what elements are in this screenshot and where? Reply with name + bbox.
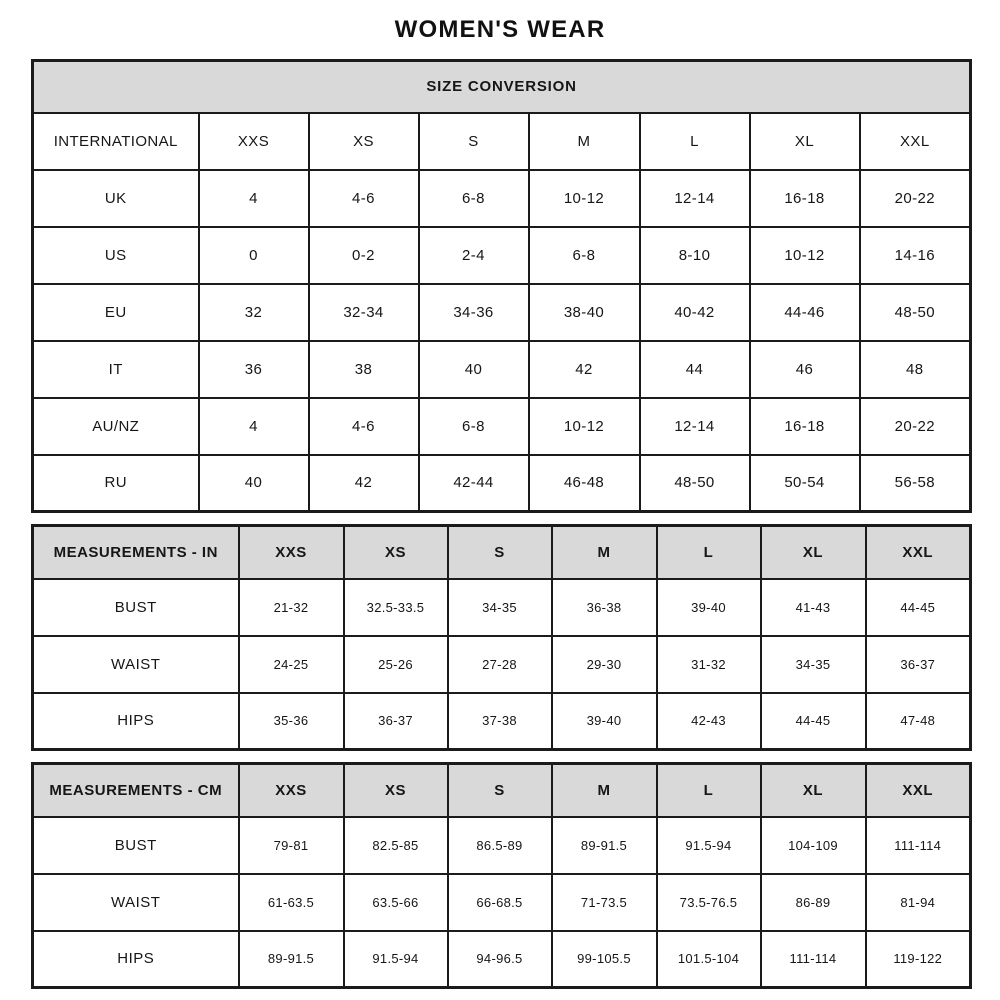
measurement-value-cell: 32.5-33.5 — [344, 579, 448, 636]
measurement-value-cell: 37-38 — [448, 693, 552, 750]
table-title-cell: MEASUREMENTS - IN — [33, 526, 239, 579]
size-value-cell: 48-50 — [640, 455, 750, 512]
table-title-cell: SIZE CONVERSION — [33, 61, 971, 113]
size-value-cell: 8-10 — [640, 227, 750, 284]
size-value-cell: 12-14 — [640, 170, 750, 227]
size-value-cell: 0-2 — [309, 227, 419, 284]
size-value-cell: 32-34 — [309, 284, 419, 341]
measurement-value-cell: 111-114 — [866, 817, 971, 874]
size-conversion-table — [31, 59, 972, 513]
measurement-value-cell: 31-32 — [657, 636, 761, 693]
measurement-value-cell: 44-45 — [866, 579, 971, 636]
size-value-cell: 4 — [199, 398, 309, 455]
size-column-header: XL — [750, 113, 860, 170]
size-column-header: M — [552, 764, 657, 817]
measurement-value-cell: 61-63.5 — [239, 874, 344, 931]
table-row — [33, 170, 971, 227]
size-value-cell: 6-8 — [419, 170, 529, 227]
table-row — [33, 693, 971, 750]
size-value-cell: 46-48 — [529, 455, 640, 512]
row-label: BUST — [33, 817, 239, 874]
row-label: HIPS — [33, 931, 239, 988]
size-value-cell: 36 — [199, 341, 309, 398]
measurement-value-cell: 73.5-76.5 — [657, 874, 761, 931]
size-column-header: XXS — [239, 526, 344, 579]
size-value-cell: 32 — [199, 284, 309, 341]
measurement-value-cell: 101.5-104 — [657, 931, 761, 988]
size-value-cell: 48-50 — [860, 284, 971, 341]
measurement-value-cell: 27-28 — [448, 636, 552, 693]
size-column-header: XXS — [239, 764, 344, 817]
row-label: UK — [33, 170, 199, 227]
measurement-value-cell: 34-35 — [761, 636, 866, 693]
row-label: IT — [33, 341, 199, 398]
measurement-value-cell: 79-81 — [239, 817, 344, 874]
size-value-cell: 40 — [199, 455, 309, 512]
size-column-header: S — [419, 113, 529, 170]
measurement-value-cell: 39-40 — [552, 693, 657, 750]
size-value-cell: 0 — [199, 227, 309, 284]
size-value-cell: 16-18 — [750, 170, 860, 227]
table-row — [33, 874, 971, 931]
size-value-cell: 40-42 — [640, 284, 750, 341]
size-value-cell: 6-8 — [419, 398, 529, 455]
measurement-value-cell: 119-122 — [866, 931, 971, 988]
size-column-header: XS — [344, 526, 448, 579]
size-value-cell: 4-6 — [309, 170, 419, 227]
row-label: EU — [33, 284, 199, 341]
size-value-cell: 34-36 — [419, 284, 529, 341]
size-column-header: M — [529, 113, 640, 170]
size-value-cell: 6-8 — [529, 227, 640, 284]
table-row — [33, 931, 971, 988]
measurement-value-cell: 66-68.5 — [448, 874, 552, 931]
size-value-cell: 12-14 — [640, 398, 750, 455]
measurement-value-cell: 71-73.5 — [552, 874, 657, 931]
size-column-header: XXS — [199, 113, 309, 170]
size-value-cell: 2-4 — [419, 227, 529, 284]
measurement-value-cell: 104-109 — [761, 817, 866, 874]
size-column-header: S — [448, 764, 552, 817]
table-row — [33, 227, 971, 284]
size-value-cell: 4 — [199, 170, 309, 227]
measurement-value-cell: 21-32 — [239, 579, 344, 636]
measurement-value-cell: 44-45 — [761, 693, 866, 750]
measurement-value-cell: 99-105.5 — [552, 931, 657, 988]
size-value-cell: 44 — [640, 341, 750, 398]
measurements-in-table — [31, 524, 972, 751]
row-label: RU — [33, 455, 199, 512]
row-label: BUST — [33, 579, 239, 636]
measurement-value-cell: 36-37 — [344, 693, 448, 750]
measurement-value-cell: 111-114 — [761, 931, 866, 988]
measurement-value-cell: 36-38 — [552, 579, 657, 636]
measurement-value-cell: 39-40 — [657, 579, 761, 636]
size-column-header: XXL — [860, 113, 971, 170]
row-label: US — [33, 227, 199, 284]
measurement-value-cell: 94-96.5 — [448, 931, 552, 988]
size-value-cell: 56-58 — [860, 455, 971, 512]
size-column-header: S — [448, 526, 552, 579]
size-column-header: XL — [761, 764, 866, 817]
measurement-value-cell: 42-43 — [657, 693, 761, 750]
corner-header-international: INTERNATIONAL — [33, 113, 199, 170]
measurement-value-cell: 36-37 — [866, 636, 971, 693]
size-value-cell: 40 — [419, 341, 529, 398]
size-value-cell: 10-12 — [529, 170, 640, 227]
measurement-value-cell: 82.5-85 — [344, 817, 448, 874]
size-column-header: M — [552, 526, 657, 579]
size-value-cell: 44-46 — [750, 284, 860, 341]
table-row — [33, 579, 971, 636]
size-value-cell: 38-40 — [529, 284, 640, 341]
size-value-cell: 14-16 — [860, 227, 971, 284]
measurement-value-cell: 24-25 — [239, 636, 344, 693]
measurement-value-cell: 25-26 — [344, 636, 448, 693]
row-label: AU/NZ — [33, 398, 199, 455]
row-label: WAIST — [33, 636, 239, 693]
size-column-header: XL — [761, 526, 866, 579]
table-row — [33, 284, 971, 341]
size-value-cell: 42 — [309, 455, 419, 512]
measurement-value-cell: 41-43 — [761, 579, 866, 636]
measurement-value-cell: 86-89 — [761, 874, 866, 931]
size-value-cell: 48 — [860, 341, 971, 398]
measurement-value-cell: 35-36 — [239, 693, 344, 750]
measurements-cm-table — [31, 762, 972, 989]
size-column-header: XS — [309, 113, 419, 170]
size-value-cell: 4-6 — [309, 398, 419, 455]
size-column-header: L — [657, 764, 761, 817]
row-label: HIPS — [33, 693, 239, 750]
measurement-value-cell: 34-35 — [448, 579, 552, 636]
size-value-cell: 50-54 — [750, 455, 860, 512]
size-value-cell: 16-18 — [750, 398, 860, 455]
measurement-value-cell: 91.5-94 — [657, 817, 761, 874]
measurement-value-cell: 86.5-89 — [448, 817, 552, 874]
table-title-cell: MEASUREMENTS - CM — [33, 764, 239, 817]
size-column-header: XXL — [866, 526, 971, 579]
row-label: WAIST — [33, 874, 239, 931]
size-value-cell: 10-12 — [750, 227, 860, 284]
measurement-value-cell: 91.5-94 — [344, 931, 448, 988]
measurement-value-cell: 29-30 — [552, 636, 657, 693]
size-value-cell: 10-12 — [529, 398, 640, 455]
table-row — [33, 817, 971, 874]
measurement-value-cell: 89-91.5 — [239, 931, 344, 988]
size-column-header: L — [640, 113, 750, 170]
table-row — [33, 398, 971, 455]
size-value-cell: 38 — [309, 341, 419, 398]
size-column-header: L — [657, 526, 761, 579]
size-value-cell: 42 — [529, 341, 640, 398]
table-row — [33, 636, 971, 693]
measurement-value-cell: 63.5-66 — [344, 874, 448, 931]
size-value-cell: 46 — [750, 341, 860, 398]
size-value-cell: 20-22 — [860, 398, 971, 455]
size-column-header: XXL — [866, 764, 971, 817]
measurement-value-cell: 89-91.5 — [552, 817, 657, 874]
size-value-cell: 42-44 — [419, 455, 529, 512]
size-value-cell: 20-22 — [860, 170, 971, 227]
page-title: WOMEN'S WEAR — [394, 16, 606, 43]
table-row — [33, 455, 971, 512]
measurement-value-cell: 47-48 — [866, 693, 971, 750]
measurement-value-cell: 81-94 — [866, 874, 971, 931]
size-column-header: XS — [344, 764, 448, 817]
table-row — [33, 341, 971, 398]
